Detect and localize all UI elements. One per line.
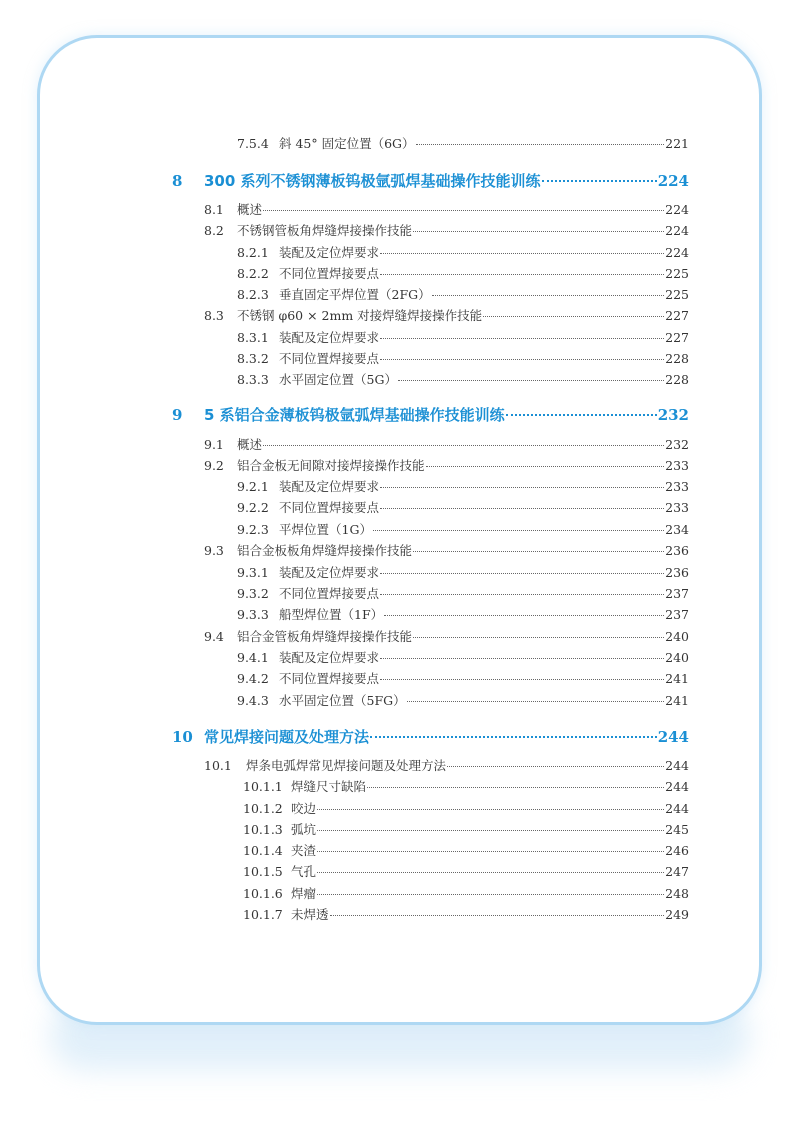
entry-number: 9.2.2 xyxy=(237,500,269,515)
toc-entry-10-1-2[interactable] xyxy=(243,801,689,817)
toc-chapter-8[interactable] xyxy=(172,171,689,191)
toc-entry-10-1-3[interactable] xyxy=(243,822,689,838)
dot-leader xyxy=(330,915,665,916)
dot-leader xyxy=(380,338,664,339)
entry-page: 225 xyxy=(665,287,689,302)
entry-title: 铝合金管板角焊缝焊接操作技能 xyxy=(237,629,413,644)
entry-title: 不锈钢管板角焊缝焊接操作技能 xyxy=(237,223,413,238)
entry-page: 228 xyxy=(665,372,689,387)
toc-entry-8-2-2[interactable] xyxy=(237,266,689,282)
entry-number: 10.1.4 xyxy=(243,843,283,858)
entry-title: 夹渣 xyxy=(291,843,317,858)
entry-title: 装配及定位焊要求 xyxy=(279,650,380,665)
entry-title: 装配及定位焊要求 xyxy=(279,245,380,260)
entry-number: 10.1 xyxy=(204,758,232,773)
toc-entry-9-4-1[interactable] xyxy=(237,650,689,666)
entry-number: 7.5.4 xyxy=(237,136,269,151)
toc-entry-9-3-3[interactable] xyxy=(237,607,689,623)
entry-number: 10.1.7 xyxy=(243,907,283,922)
entry-title: 船型焊位置（1F） xyxy=(279,607,384,622)
dot-leader xyxy=(380,508,664,509)
toc-entry-8-3-3[interactable] xyxy=(237,372,689,388)
dot-leader xyxy=(380,274,664,275)
toc-entry-9-2-1[interactable] xyxy=(237,479,689,495)
dot-leader xyxy=(373,530,664,531)
toc-entry-9-1[interactable] xyxy=(204,437,689,453)
dot-leader xyxy=(432,295,665,296)
dot-leader xyxy=(413,231,664,232)
chapter-page: 232 xyxy=(657,406,689,424)
entry-title: 不同位置焊接要点 xyxy=(279,671,380,686)
entry-page: 227 xyxy=(665,308,689,323)
toc-entry-9-4[interactable] xyxy=(204,629,689,645)
entry-number: 9.2 xyxy=(204,458,224,473)
entry-page: 221 xyxy=(665,136,689,151)
entry-page: 244 xyxy=(665,801,689,816)
entry-title: 水平固定位置（5G） xyxy=(279,372,397,387)
dot-leader xyxy=(263,445,664,446)
dot-leader xyxy=(380,487,664,488)
entry-page: 233 xyxy=(665,479,689,494)
entry-page: 246 xyxy=(665,843,689,858)
entry-number: 10.1.5 xyxy=(243,864,283,879)
entry-page: 233 xyxy=(665,500,689,515)
dot-leader xyxy=(380,679,664,680)
entry-page: 240 xyxy=(665,650,689,665)
chapter-title: 常见焊接问题及处理方法 xyxy=(204,728,370,746)
entry-page: 244 xyxy=(665,758,689,773)
chapter-number: 10 xyxy=(172,728,193,746)
entry-number: 10.1.2 xyxy=(243,801,283,816)
entry-title: 装配及定位焊要求 xyxy=(279,565,380,580)
entry-title: 斜 45° 固定位置（6G） xyxy=(279,136,415,151)
entry-title: 水平固定位置（5FG） xyxy=(279,693,406,708)
entry-number: 9.4.2 xyxy=(237,671,269,686)
dot-leader xyxy=(413,637,664,638)
entry-number: 10.1.6 xyxy=(243,886,283,901)
entry-title: 装配及定位焊要求 xyxy=(279,330,380,345)
entry-page: 237 xyxy=(665,607,689,622)
entry-number: 8.3.2 xyxy=(237,351,269,366)
dot-leader xyxy=(483,316,664,317)
toc-entry-8-3-2[interactable] xyxy=(237,351,689,367)
toc-entry-10-1-6[interactable] xyxy=(243,886,689,902)
entry-number: 8.2.3 xyxy=(237,287,269,302)
chapter-page: 244 xyxy=(657,728,689,746)
entry-number: 9.1 xyxy=(204,437,224,452)
entry-number: 8.3.3 xyxy=(237,372,269,387)
dot-leader xyxy=(317,809,664,810)
toc-entry-7-5-4[interactable] xyxy=(237,136,689,152)
toc-entry-9-2[interactable] xyxy=(204,458,689,474)
toc-entry-8-2[interactable] xyxy=(204,223,689,239)
entry-title: 铝合金板板角焊缝焊接操作技能 xyxy=(237,543,413,558)
toc-entry-10-1-5[interactable] xyxy=(243,864,689,880)
dot-leader xyxy=(317,872,664,873)
entry-title: 不同位置焊接要点 xyxy=(279,500,380,515)
entry-title: 弧坑 xyxy=(291,822,317,837)
entry-page: 224 xyxy=(665,202,689,217)
entry-page: 248 xyxy=(665,886,689,901)
dot-leader xyxy=(413,551,664,552)
entry-page: 236 xyxy=(665,543,689,558)
entry-number: 10.1.1 xyxy=(243,779,283,794)
toc-entry-9-3[interactable] xyxy=(204,543,689,559)
entry-number: 9.4 xyxy=(204,629,224,644)
dot-leader xyxy=(380,658,664,659)
entry-page: 241 xyxy=(665,693,689,708)
toc-entry-10-1-1[interactable] xyxy=(243,779,689,795)
toc-entry-9-3-1[interactable] xyxy=(237,565,689,581)
entry-title: 焊缝尺寸缺陷 xyxy=(291,779,367,794)
entry-page: 227 xyxy=(665,330,689,345)
toc-entry-8-1[interactable] xyxy=(204,202,689,218)
entry-page: 244 xyxy=(665,779,689,794)
dot-leader xyxy=(384,615,664,616)
entry-title: 垂直固定平焊位置（2FG） xyxy=(279,287,431,302)
entry-page: 233 xyxy=(665,458,689,473)
entry-page: 224 xyxy=(665,245,689,260)
entry-title: 平焊位置（1G） xyxy=(279,522,372,537)
toc-entry-8-2-1[interactable] xyxy=(237,245,689,261)
toc-entry-9-3-2[interactable] xyxy=(237,586,689,602)
entry-title: 概述 xyxy=(237,437,263,452)
entry-page: 234 xyxy=(665,522,689,537)
toc-entry-10-1[interactable] xyxy=(204,758,689,774)
entry-page: 228 xyxy=(665,351,689,366)
dot-leader xyxy=(416,144,665,145)
entry-title: 气孔 xyxy=(291,864,317,879)
entry-title: 咬边 xyxy=(291,801,317,816)
toc-chapter-10[interactable] xyxy=(172,727,689,747)
entry-number: 8.3 xyxy=(204,308,224,323)
chapter-number: 9 xyxy=(172,406,183,424)
dot-leader xyxy=(506,414,657,416)
entry-number: 9.3 xyxy=(204,543,224,558)
entry-title: 不锈钢 φ60 × 2mm 对接焊缝焊接操作技能 xyxy=(237,308,483,323)
dot-leader xyxy=(317,830,664,831)
entry-page: 241 xyxy=(665,671,689,686)
entry-number: 9.4.3 xyxy=(237,693,269,708)
entry-title: 铝合金板无间隙对接焊接操作技能 xyxy=(237,458,425,473)
entry-title: 焊条电弧焊常见焊接问题及处理方法 xyxy=(246,758,447,773)
toc-entry-8-3[interactable] xyxy=(204,308,689,324)
entry-number: 8.3.1 xyxy=(237,330,269,345)
dot-leader xyxy=(317,894,664,895)
entry-title: 不同位置焊接要点 xyxy=(279,266,380,281)
entry-page: 224 xyxy=(665,223,689,238)
dot-leader xyxy=(426,466,665,467)
entry-number: 9.2.3 xyxy=(237,522,269,537)
entry-title: 焊瘤 xyxy=(291,886,317,901)
dot-leader xyxy=(370,736,657,738)
toc-entry-10-1-7[interactable] xyxy=(243,907,689,923)
entry-number: 8.1 xyxy=(204,202,224,217)
entry-page: 232 xyxy=(665,437,689,452)
entry-number: 9.3.2 xyxy=(237,586,269,601)
entry-page: 240 xyxy=(665,629,689,644)
chapter-title: 300 系列不锈钢薄板钨极氩弧焊基础操作技能训练 xyxy=(204,172,541,190)
toc-entry-8-3-1[interactable] xyxy=(237,330,689,346)
toc-entry-9-2-3[interactable] xyxy=(237,522,689,538)
entry-title: 不同位置焊接要点 xyxy=(279,351,380,366)
dot-leader xyxy=(380,253,664,254)
toc-chapter-9[interactable] xyxy=(172,405,689,425)
dot-leader xyxy=(447,766,664,767)
chapter-number: 8 xyxy=(172,172,183,190)
entry-page: 247 xyxy=(665,864,689,879)
toc-entry-10-1-4[interactable] xyxy=(243,843,689,859)
entry-number: 8.2 xyxy=(204,223,224,238)
entry-page: 225 xyxy=(665,266,689,281)
entry-number: 10.1.3 xyxy=(243,822,283,837)
toc-entry-8-2-3[interactable] xyxy=(237,287,689,303)
entry-page: 237 xyxy=(665,586,689,601)
entry-number: 9.4.1 xyxy=(237,650,269,665)
toc-entry-9-2-2[interactable] xyxy=(237,500,689,516)
dot-leader xyxy=(367,787,664,788)
entry-page: 236 xyxy=(665,565,689,580)
entry-title: 概述 xyxy=(237,202,263,217)
entry-page: 249 xyxy=(665,907,689,922)
dot-leader xyxy=(380,359,664,360)
toc-entry-9-4-2[interactable] xyxy=(237,671,689,687)
entry-title: 未焊透 xyxy=(291,907,329,922)
entry-title: 不同位置焊接要点 xyxy=(279,586,380,601)
dot-leader xyxy=(398,380,664,381)
dot-leader xyxy=(380,573,664,574)
dot-leader xyxy=(380,594,664,595)
entry-number: 9.3.1 xyxy=(237,565,269,580)
dot-leader xyxy=(317,851,664,852)
entry-number: 9.2.1 xyxy=(237,479,269,494)
dot-leader xyxy=(407,701,665,702)
toc-entry-9-4-3[interactable] xyxy=(237,693,689,709)
chapter-page: 224 xyxy=(657,172,689,190)
entry-number: 8.2.1 xyxy=(237,245,269,260)
entry-number: 9.3.3 xyxy=(237,607,269,622)
dot-leader xyxy=(542,180,657,182)
chapter-title: 5 系铝合金薄板钨极氩弧焊基础操作技能训练 xyxy=(204,406,505,424)
entry-page: 245 xyxy=(665,822,689,837)
entry-title: 装配及定位焊要求 xyxy=(279,479,380,494)
entry-number: 8.2.2 xyxy=(237,266,269,281)
dot-leader xyxy=(263,210,664,211)
